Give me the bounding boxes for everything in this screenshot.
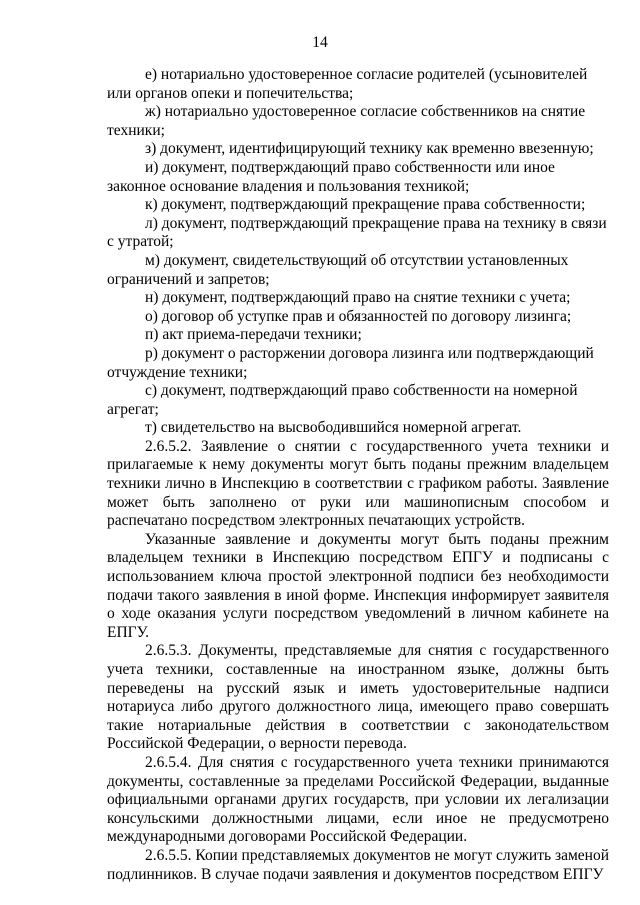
paragraph-2-6-5-3: 2.6.5.3. Документы, представляемые для снятия с государственного учета техники, составленные на иностранном языке, должны быть переведены на русский язык и иметь удостоверительные надписи нотариуса либо другого должностного лица, имеющего право совершать такие нотариальные действия в соответствии с законодательством Российской Федерации, о верности перевода.: [107, 642, 609, 753]
paragraph-2-6-5-4: 2.6.5.4. Для снятия с государственного учета техники принимаются документы, составленные за пределами Российской Федерации, выданные официальными органами других государств, при условии их легализации консульскими должностными лицами, если иное не предусмотрено международными договорами Российской Федерации.: [107, 753, 609, 846]
list-item-k: к) документ, подтверждающий прекращение права собственности;: [145, 196, 586, 214]
page-number: 14: [312, 34, 328, 51]
list-item-z: з) документ, идентифицирующий технику как временно ввезенную;: [145, 140, 594, 158]
list-item-p: п) акт приема-передачи техники;: [145, 326, 362, 344]
paragraph-2-6-5-5: 2.6.5.5. Копии представляемых документов не могут служить заменой подлинников. В случае подачи заявления и документов посредством ЕПГУ: [107, 846, 609, 883]
list-item-r: р) документ о расторжении договора лизинга или подтверждающий отчуждение техники;: [107, 344, 594, 381]
list-item-l: л) документ, подтверждающий прекращение права на технику в связи с утратой;: [107, 214, 607, 251]
paragraph-2-6-5-2: 2.6.5.2. Заявление о снятии с государственного учета техники и прилагаемые к нему документы могут быть поданы прежним владельцем техники лично в Инспекцию в соответствии с графиком работы. Заявление может быть заполнено от руки или машинописным способом и распечатано посредством электронных печатающих устройств.: [107, 437, 609, 530]
list-item-t: т) свидетельство на высвободившийся номерной агрегат.: [145, 419, 522, 437]
list-item-n: н) документ, подтверждающий право на снятие техники с учета;: [145, 289, 571, 307]
list-item-s: с) документ, подтверждающий право собственности на номерной агрегат;: [107, 382, 578, 418]
list-item-o: о) договор об уступке прав и обязанностей по договору лизинга;: [145, 307, 572, 325]
list-item-zh: ж) нотариально удостоверенное согласие собственников на снятие техники;: [107, 103, 586, 139]
list-item-m: м) документ, свидетельствующий об отсутствии установленных ограничений и запретов;: [107, 251, 569, 288]
document-body: [107, 66, 609, 884]
paragraph-epgu-submission: Указанные заявление и документы могут быть поданы прежним владельцем техники в Инспекцию посредством ЕПГУ и подписаны с использованием ключа простой электронной подписи без необходимости подачи такого заявления в иной форме. Инспекция информирует заявителя о ходе оказания услуги посредством уведомлений в личном кабинете на ЕПГУ.: [107, 530, 609, 641]
list-item-e: е) нотариально удостоверенное согласие родителей (усыновителей или органов опеки и попечительства;: [107, 66, 588, 102]
list-item-i: и) документ, подтверждающий право собственности или иное законное основание владения и пользования техникой;: [107, 158, 555, 195]
